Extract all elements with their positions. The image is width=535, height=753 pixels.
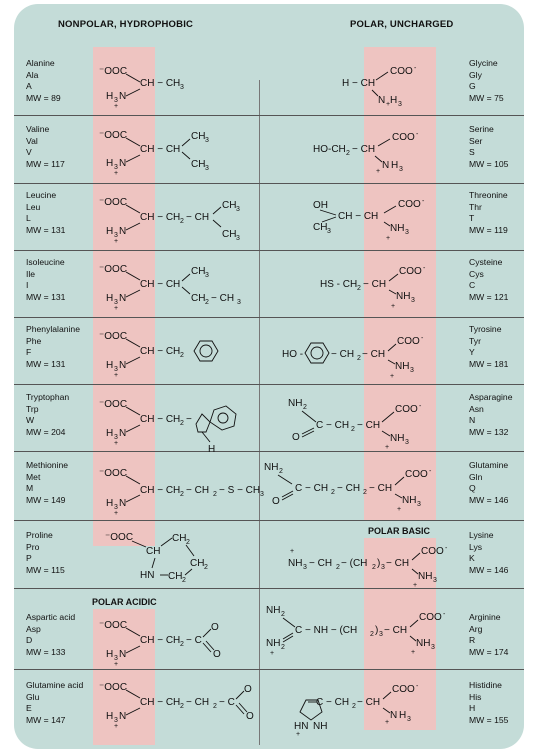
- svg-text:COO: COO: [419, 612, 442, 623]
- svg-text:COO: COO: [398, 199, 421, 210]
- svg-text:3: 3: [114, 434, 118, 441]
- svg-text:+: +: [411, 649, 416, 656]
- svg-text:+: +: [114, 170, 119, 177]
- svg-text:COO: COO: [397, 336, 420, 347]
- svg-text:⁻OOC: ⁻OOC: [99, 399, 128, 410]
- svg-text:3: 3: [405, 229, 409, 236]
- svg-text:N: N: [119, 498, 127, 509]
- amino-acid-info-arginine: Arginine Arg R MW = 174: [469, 612, 509, 657]
- serine-structure: [313, 131, 419, 175]
- svg-text:2: 2: [279, 468, 283, 475]
- svg-text:− CH: − CH: [186, 485, 210, 496]
- svg-text:N: N: [119, 226, 127, 237]
- svg-text:3: 3: [327, 228, 331, 235]
- svg-text:+: +: [114, 723, 119, 730]
- svg-text:2: 2: [180, 218, 184, 225]
- svg-text:+: +: [385, 719, 390, 726]
- svg-text:H: H: [106, 158, 114, 169]
- svg-text:CH − CH: CH − CH: [338, 211, 379, 222]
- svg-text:CH − CH: CH − CH: [140, 279, 181, 290]
- svg-text:2: 2: [303, 404, 307, 411]
- svg-text:2: 2: [281, 611, 285, 618]
- svg-text:3: 3: [205, 137, 209, 144]
- svg-text:NH: NH: [402, 495, 417, 506]
- svg-text:⁻OOC: ⁻OOC: [105, 532, 134, 543]
- svg-text:+: +: [114, 661, 119, 668]
- svg-text:NH: NH: [264, 462, 279, 473]
- svg-text:+: +: [386, 101, 391, 108]
- svg-text:): ): [377, 558, 381, 569]
- svg-text:⁻OOC: ⁻OOC: [99, 331, 128, 342]
- amino-acid-info-alanine: Alanine Ala A MW = 89: [26, 58, 61, 103]
- svg-text:CH: CH: [146, 546, 161, 557]
- svg-text:3: 3: [205, 272, 209, 279]
- svg-text:CH − CH: CH − CH: [140, 212, 181, 223]
- amino-acid-info-valine: Valine Val V MW = 117: [26, 124, 65, 169]
- svg-text:3: 3: [236, 235, 240, 242]
- svg-text:COO: COO: [405, 469, 428, 480]
- svg-text:CH: CH: [168, 571, 183, 582]
- svg-text:CH: CH: [222, 200, 237, 211]
- svg-text:COO: COO: [392, 684, 415, 695]
- svg-text:NH: NH: [396, 291, 411, 302]
- svg-text:− CH: − CH: [186, 697, 210, 708]
- svg-text:⁻OOC: ⁻OOC: [99, 468, 128, 479]
- svg-text:N: N: [119, 360, 127, 371]
- svg-text:CH: CH: [190, 558, 205, 569]
- svg-text:+: +: [376, 168, 381, 175]
- amino-acid-info-lysine: Lysine Lys K MW = 146: [469, 530, 509, 575]
- svg-text:2: 2: [180, 491, 184, 498]
- svg-text:-: -: [419, 403, 422, 410]
- svg-text:3: 3: [417, 501, 421, 508]
- svg-text:-: -: [422, 198, 425, 205]
- svg-text:+: +: [390, 373, 395, 380]
- svg-text:3: 3: [379, 631, 383, 638]
- svg-text:NH: NH: [266, 605, 281, 616]
- svg-text:3: 3: [431, 644, 435, 651]
- arginine-structure: [266, 605, 446, 657]
- svg-text:NH: NH: [416, 638, 431, 649]
- svg-text:⁻OOC: ⁻OOC: [99, 264, 128, 275]
- svg-text:− CH: − CH: [186, 212, 210, 223]
- svg-text:OH: OH: [313, 200, 328, 211]
- svg-text:H: H: [106, 649, 114, 660]
- svg-text:3: 3: [114, 232, 118, 239]
- cysteine-structure: [320, 265, 426, 310]
- svg-text:-: -: [423, 265, 426, 272]
- svg-text:− CH: − CH: [352, 144, 376, 155]
- svg-text:O: O: [292, 432, 300, 443]
- svg-text:H − CH: H − CH: [342, 78, 376, 89]
- svg-text:CH: CH: [191, 266, 206, 277]
- svg-text:COO: COO: [392, 132, 415, 143]
- svg-text:− C: − C: [186, 635, 202, 646]
- svg-text:H: H: [208, 444, 216, 455]
- svg-text:+: +: [114, 440, 119, 447]
- svg-text:HO -: HO -: [282, 349, 304, 360]
- svg-text:HN: HN: [140, 570, 155, 581]
- svg-text:N: N: [119, 293, 127, 304]
- svg-text:CH − CH: CH − CH: [140, 485, 181, 496]
- amino-acid-info-isoleucine: Isoleucine Ile I MW = 131: [26, 257, 66, 302]
- svg-text:-: -: [421, 335, 424, 342]
- valine-structure: [99, 130, 209, 177]
- svg-text:2: 2: [281, 644, 285, 651]
- svg-text:H: H: [106, 293, 114, 304]
- svg-text:+: +: [114, 372, 119, 379]
- svg-text:2: 2: [213, 491, 217, 498]
- svg-text:CH: CH: [191, 131, 206, 142]
- svg-text:2: 2: [357, 355, 361, 362]
- lysine-structure: [288, 545, 448, 589]
- section-polar-acidic: POLAR ACIDIC: [92, 597, 157, 607]
- amino-acid-info-tryptophan: Tryptophan Trp W MW = 204: [26, 392, 70, 437]
- header-nonpolar: NONPOLAR, HYDROPHOBIC: [58, 19, 194, 30]
- svg-text:− CH: − CH: [363, 279, 387, 290]
- svg-text:2: 2: [186, 539, 190, 546]
- svg-text:O: O: [246, 711, 254, 722]
- svg-text:− CH: − CH: [357, 697, 381, 708]
- svg-text:2: 2: [204, 564, 208, 571]
- svg-text:⁻OOC: ⁻OOC: [99, 197, 128, 208]
- aspartate-structure: [99, 620, 221, 668]
- svg-text:+: +: [114, 510, 119, 517]
- svg-text:3: 3: [303, 564, 307, 571]
- svg-text:N: N: [119, 711, 127, 722]
- svg-text:C − CH: C − CH: [316, 420, 350, 431]
- svg-text:2: 2: [351, 426, 355, 433]
- header-polar-uncharged: POLAR, UNCHARGED: [350, 19, 454, 30]
- amino-acid-info-asparagine: Asparagine Asn N MW = 132: [469, 392, 513, 437]
- amino-acid-info-leucine: Leucine Leu L MW = 131: [26, 190, 66, 235]
- svg-text:H: H: [391, 160, 399, 171]
- proline-structure: [105, 532, 208, 584]
- svg-text:3: 3: [398, 101, 402, 108]
- amino-acid-info-cysteine: Cysteine Cys C MW = 121: [469, 257, 509, 302]
- svg-text:H: H: [106, 428, 114, 439]
- svg-text:CH − CH: CH − CH: [140, 697, 181, 708]
- svg-text:2: 2: [346, 150, 350, 157]
- svg-text:+: +: [385, 444, 390, 451]
- amino-acid-info-tyrosine: Tyrosine Tyr Y MW = 181: [469, 324, 509, 369]
- svg-text:N: N: [378, 95, 386, 106]
- svg-text:3: 3: [114, 504, 118, 511]
- svg-text:− CH: − CH: [369, 483, 393, 494]
- glutamate-structure: [99, 682, 254, 730]
- svg-text:C − NH − (CH: C − NH − (CH: [295, 625, 358, 636]
- glycine-structure: [342, 65, 417, 108]
- svg-text:− CH: − CH: [362, 349, 386, 360]
- alanine-structure: [99, 66, 184, 110]
- svg-text:-: -: [416, 683, 419, 690]
- tryptophan-structure: [99, 399, 236, 455]
- svg-text:H: H: [106, 360, 114, 371]
- svg-text:NH: NH: [288, 398, 303, 409]
- svg-text:3: 3: [114, 299, 118, 306]
- svg-text:3: 3: [410, 367, 414, 374]
- svg-text:2: 2: [180, 703, 184, 710]
- svg-text:+: +: [114, 103, 119, 110]
- svg-text:CH: CH: [172, 533, 187, 544]
- svg-text:3: 3: [114, 366, 118, 373]
- svg-text:H: H: [106, 91, 114, 102]
- svg-text:− CH: − CH: [357, 420, 381, 431]
- svg-text:3: 3: [407, 716, 411, 723]
- svg-text:⁻OOC: ⁻OOC: [99, 66, 128, 77]
- amino-acid-info-phenylalanine: Phenylalanine Phe F MW = 131: [26, 324, 80, 369]
- svg-text:2: 2: [372, 564, 376, 571]
- svg-text:3: 3: [114, 97, 118, 104]
- svg-text:NH: NH: [266, 638, 281, 649]
- amino-acid-info-threonine: Threonine Thr T MW = 119: [469, 190, 508, 235]
- svg-text:CH: CH: [222, 229, 237, 240]
- svg-text:NH: NH: [313, 721, 328, 732]
- svg-text:⁻OOC: ⁻OOC: [99, 130, 128, 141]
- amino-acid-info-methionine: Methionine Met M MW = 149: [26, 460, 69, 505]
- svg-text:2: 2: [336, 564, 340, 571]
- svg-text:+: +: [114, 238, 119, 245]
- svg-text:-: -: [414, 65, 417, 72]
- svg-text:HN: HN: [294, 721, 309, 732]
- svg-text:− CH: − CH: [337, 483, 361, 494]
- svg-text:+: +: [386, 235, 391, 242]
- svg-text:⁻OOC: ⁻OOC: [99, 682, 128, 693]
- svg-text:O: O: [213, 649, 221, 660]
- svg-text:N: N: [119, 158, 127, 169]
- svg-text:2: 2: [180, 420, 184, 427]
- svg-text:− CH: − CH: [211, 293, 235, 304]
- svg-text:CH: CH: [191, 159, 206, 170]
- svg-text:H: H: [106, 226, 114, 237]
- svg-text:H: H: [399, 710, 407, 721]
- svg-text:O: O: [211, 622, 219, 633]
- svg-text:N: N: [119, 649, 127, 660]
- asparagine-structure: [288, 398, 422, 451]
- svg-text:− CH: − CH: [384, 625, 408, 636]
- svg-text:CH − CH: CH − CH: [140, 635, 181, 646]
- svg-text:3: 3: [114, 717, 118, 724]
- tyrosine-structure: [282, 335, 424, 380]
- isoleucine-structure: [99, 264, 241, 312]
- methionine-structure: [99, 468, 264, 517]
- phenylalanine-structure: [99, 331, 218, 379]
- svg-text:+: +: [391, 303, 396, 310]
- amino-acid-info-aspartic-acid: Aspartic acid Asp D MW = 133: [26, 612, 76, 657]
- svg-text:NH: NH: [390, 223, 405, 234]
- svg-text:N: N: [119, 91, 127, 102]
- svg-text:O: O: [272, 496, 280, 507]
- svg-text:N: N: [119, 428, 127, 439]
- svg-text:2: 2: [363, 489, 367, 496]
- svg-text:3: 3: [205, 165, 209, 172]
- svg-text:NH: NH: [390, 433, 405, 444]
- section-polar-basic: POLAR BASIC: [368, 526, 431, 536]
- svg-text:CH: CH: [313, 222, 328, 233]
- svg-text:2: 2: [213, 703, 217, 710]
- svg-text:HO-CH: HO-CH: [313, 144, 346, 155]
- svg-text:COO: COO: [421, 546, 444, 557]
- svg-text:2: 2: [205, 299, 209, 306]
- svg-text:− CH: − CH: [331, 349, 355, 360]
- svg-text:2: 2: [331, 489, 335, 496]
- svg-text:3: 3: [260, 491, 264, 498]
- svg-text:⁻OOC: ⁻OOC: [99, 620, 128, 631]
- svg-text:3: 3: [399, 166, 403, 173]
- svg-text:+: +: [114, 305, 119, 312]
- svg-text:C − CH: C − CH: [316, 697, 350, 708]
- svg-text:NH: NH: [288, 558, 303, 569]
- svg-text:− CH: − CH: [386, 558, 410, 569]
- svg-text:CH − CH: CH − CH: [140, 346, 181, 357]
- amino-acid-info-glycine: Glycine Gly G MW = 75: [469, 58, 504, 103]
- leucine-structure: [99, 197, 240, 245]
- svg-text:NH: NH: [395, 361, 410, 372]
- svg-text:C − CH: C − CH: [295, 483, 329, 494]
- svg-text:3: 3: [236, 206, 240, 213]
- svg-text:+: +: [290, 548, 295, 555]
- svg-text:− S − CH: − S − CH: [219, 485, 261, 496]
- histidine-structure: [294, 683, 419, 738]
- svg-text:3: 3: [405, 439, 409, 446]
- amino-acid-info-serine: Serine Ser S MW = 105: [469, 124, 509, 169]
- svg-text:3: 3: [411, 297, 415, 304]
- svg-text:H: H: [390, 95, 398, 106]
- svg-text:2: 2: [357, 285, 361, 292]
- threonine-structure: [313, 198, 425, 242]
- amino-acid-info-histidine: Histidine His H MW = 155: [469, 680, 509, 725]
- svg-text:3: 3: [114, 655, 118, 662]
- svg-text:-: -: [416, 131, 419, 138]
- svg-text:CH − CH: CH − CH: [140, 78, 181, 89]
- svg-text:3: 3: [381, 564, 385, 571]
- svg-text:COO: COO: [390, 66, 413, 77]
- svg-text:+: +: [270, 650, 275, 657]
- svg-text:): ): [375, 625, 379, 636]
- svg-text:-: -: [429, 468, 432, 475]
- svg-text:− (CH: − (CH: [341, 558, 368, 569]
- amino-acid-info-proline: Proline Pro P MW = 115: [26, 530, 65, 575]
- svg-text:2: 2: [182, 577, 186, 584]
- svg-text:+: +: [397, 506, 402, 513]
- svg-text:+: +: [296, 731, 301, 738]
- svg-text:CH: CH: [191, 293, 206, 304]
- glutamine-structure: [264, 462, 432, 513]
- svg-text:-: -: [445, 545, 448, 552]
- svg-text:2: 2: [352, 703, 356, 710]
- svg-text:− CH: − CH: [309, 558, 333, 569]
- svg-text:H: H: [106, 711, 114, 722]
- svg-text:2: 2: [370, 631, 374, 638]
- svg-text:3: 3: [180, 84, 184, 91]
- svg-text:CH − CH: CH − CH: [140, 414, 181, 425]
- svg-text:3: 3: [237, 299, 241, 306]
- svg-text:COO: COO: [399, 266, 422, 277]
- svg-text:N: N: [390, 710, 398, 721]
- svg-text:NH: NH: [418, 571, 433, 582]
- svg-text:CH − CH: CH − CH: [140, 144, 181, 155]
- svg-text:O: O: [244, 684, 252, 695]
- svg-text:HS - CH: HS - CH: [320, 279, 358, 290]
- svg-text:COO: COO: [395, 404, 418, 415]
- svg-text:−: −: [186, 414, 192, 425]
- svg-text:N: N: [382, 160, 390, 171]
- svg-text:H: H: [106, 498, 114, 509]
- amino-acid-info-glutamine: Glutamine Gln Q MW = 146: [469, 460, 509, 505]
- svg-text:3: 3: [433, 577, 437, 584]
- svg-text:2: 2: [180, 352, 184, 359]
- amino-acid-info-glutamic-acid: Glutamine acid Glu E MW = 147: [26, 680, 84, 725]
- svg-text:-: -: [443, 611, 446, 618]
- svg-text:− C: − C: [219, 697, 235, 708]
- svg-text:3: 3: [114, 164, 118, 171]
- svg-text:2: 2: [180, 641, 184, 648]
- svg-text:+: +: [413, 582, 418, 589]
